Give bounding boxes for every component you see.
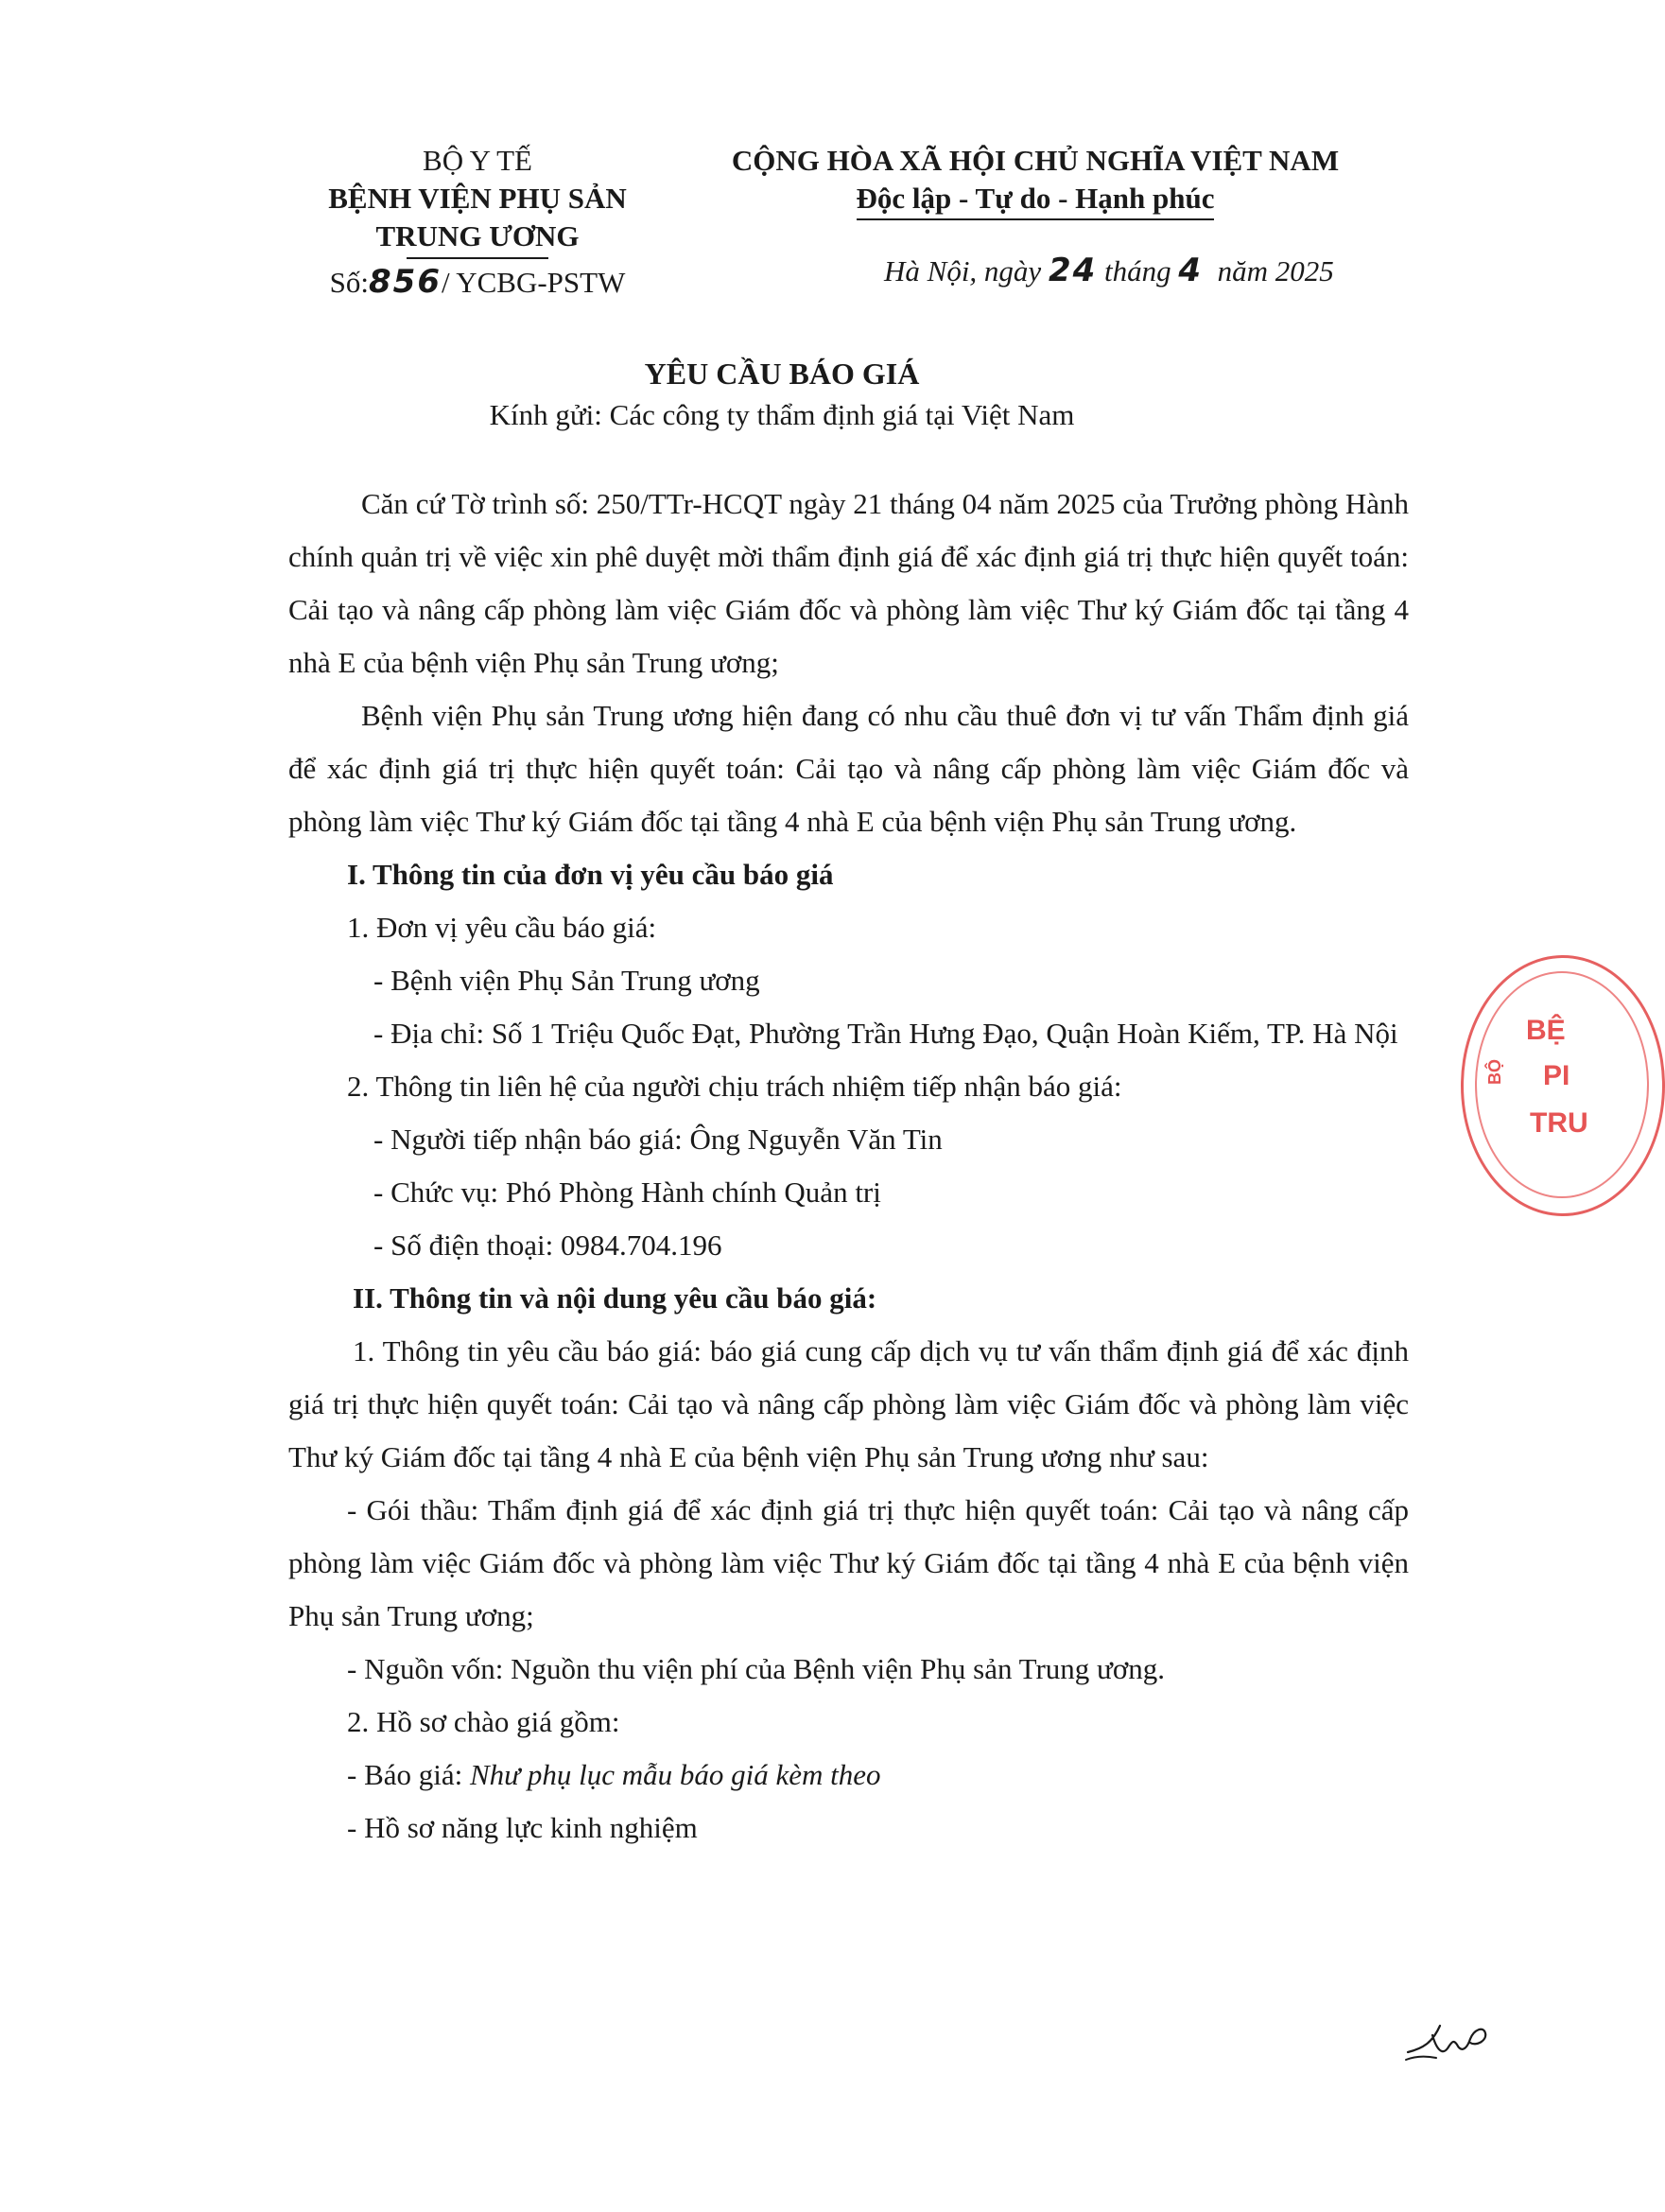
hospital-name-line1: BỆNH VIỆN PHỤ SẢN — [328, 182, 627, 215]
quote-prefix: - Báo giá: — [347, 1758, 470, 1791]
initials-signature — [1404, 2014, 1489, 2071]
country-name: CỘNG HÒA XÃ HỘI CHỦ NGHĨA VIỆT NAM — [731, 144, 1340, 177]
doc-prefix: Số: — [329, 266, 370, 299]
seal-text-line3: TRU — [1530, 1107, 1588, 1139]
issue-date — [884, 252, 1334, 289]
recipient-line: Kính gửi: Các công ty thẩm định giá tại Việt Nam — [489, 398, 1075, 431]
issuer-block — [255, 142, 700, 302]
seal-text-line2: PI — [1543, 1060, 1570, 1091]
section2-heading: II. Thông tin và nội dung yêu cầu báo giá: — [353, 1281, 877, 1315]
section1-item1: 1. Đơn vị yêu cầu báo giá: — [347, 911, 657, 944]
paragraph-basis: Căn cứ Tờ trình số: 250/TTr-HCQT ngày 21 tháng 04 năm 2025 của Trưởng phòng Hành chính quản trị về việc xin phê duyệt mời thẩm định giá để xác định giá trị thực hiện quyết toán: Cải tạo và nâng cấp phòng làm việc Giám đốc và phòng làm việc Thư ký Giám đốc tại tầng 4 nhà E của bệnh viện Phụ sản Trung ương; — [288, 487, 1409, 679]
document-title: YÊU CẦU BÁO GIÁ — [644, 357, 920, 391]
receiver-name: - Người tiếp nhận báo giá: Ông Nguyễn Văn Tin — [373, 1123, 943, 1156]
doc-suffix: / YCBG-PSTW — [442, 266, 626, 299]
document-body — [288, 478, 1409, 1855]
section2-item1: 1. Thông tin yêu cầu báo giá: báo giá cung cấp dịch vụ tư vấn thẩm định giá để xác định giá trị thực hiện quyết toán: Cải tạo và nâng cấp phòng làm việc Giám đốc và phòng làm việc Thư ký Giám đốc tại tầng 4 nhà E của bệnh viện Phụ sản Trung ương như sau: — [288, 1334, 1409, 1473]
receiver-position: - Chức vụ: Phó Phòng Hành chính Quản trị — [373, 1176, 881, 1209]
section1-item2: 2. Thông tin liên hệ của người chịu trách nhiệm tiếp nhận báo giá: — [347, 1070, 1122, 1103]
seal-side-text: BỘ — [1485, 1059, 1504, 1085]
section1-heading: I. Thông tin của đơn vị yêu cầu báo giá — [347, 858, 834, 891]
unit-address: - Địa chỉ: Số 1 Triệu Quốc Đạt, Phường Trần Hưng Đạo, Quận Hoàn Kiếm, TP. Hà Nội — [373, 1017, 1398, 1050]
date-year: năm 2025 — [1217, 254, 1334, 287]
quote-appendix: Như phụ lục mẫu báo giá kèm theo — [470, 1758, 881, 1791]
funding-source: - Nguồn vốn: Nguồn thu viện phí của Bệnh viện Phụ sản Trung ương. — [347, 1652, 1166, 1685]
paragraph-need: Bệnh viện Phụ sản Trung ương hiện đang có nhu cầu thuê đơn vị tư vấn Thẩm định giá để xác định giá trị thực hiện quyết toán: Cải tạo và nâng cấp phòng làm việc Giám đốc và phòng làm việc Thư ký Giám đốc tại tầng 4 nhà E của bệnh viện Phụ sản Trung ương. — [288, 699, 1409, 838]
signature-stroke — [1408, 2026, 1485, 2052]
red-seal-stamp — [1461, 955, 1665, 1216]
seal-text-line1: BỆ — [1526, 1015, 1566, 1046]
date-prefix: Hà Nội, ngày — [884, 254, 1042, 287]
ministry-name: BỘ Y TẾ — [423, 144, 532, 177]
date-month-handwritten: 4 — [1178, 252, 1204, 289]
experience-requirement: - Hồ sơ năng lực kinh nghiệm — [347, 1811, 698, 1844]
hospital-name-line2: TRUNG ƯƠNG — [375, 219, 580, 253]
unit-name: - Bệnh viện Phụ Sản Trung ương — [373, 964, 760, 997]
doc-number-handwritten: 856 — [369, 263, 442, 301]
receiver-phone: - Số điện thoại: 0984.704.196 — [373, 1228, 722, 1262]
national-header — [704, 142, 1366, 220]
quote-requirement — [288, 1749, 1409, 1802]
package-name: - Gói thầu: Thẩm định giá để xác định giá trị thực hiện quyết toán: Cải tạo và nâng cấp phòng làm việc Giám đốc và phòng làm việc Thư ký Giám đốc tại tầng 4 nhà E của bệnh viện Phụ sản Trung ương; — [288, 1493, 1409, 1632]
national-motto: Độc lập - Tự do - Hạnh phúc — [857, 180, 1215, 220]
document-number — [255, 263, 700, 302]
signature-underline — [1406, 2057, 1436, 2060]
section2-item2: 2. Hồ sơ chào giá gồm: — [347, 1705, 620, 1738]
date-month-word: tháng — [1104, 254, 1171, 287]
date-day-handwritten: 24 — [1048, 252, 1098, 289]
header-divider — [407, 257, 548, 259]
